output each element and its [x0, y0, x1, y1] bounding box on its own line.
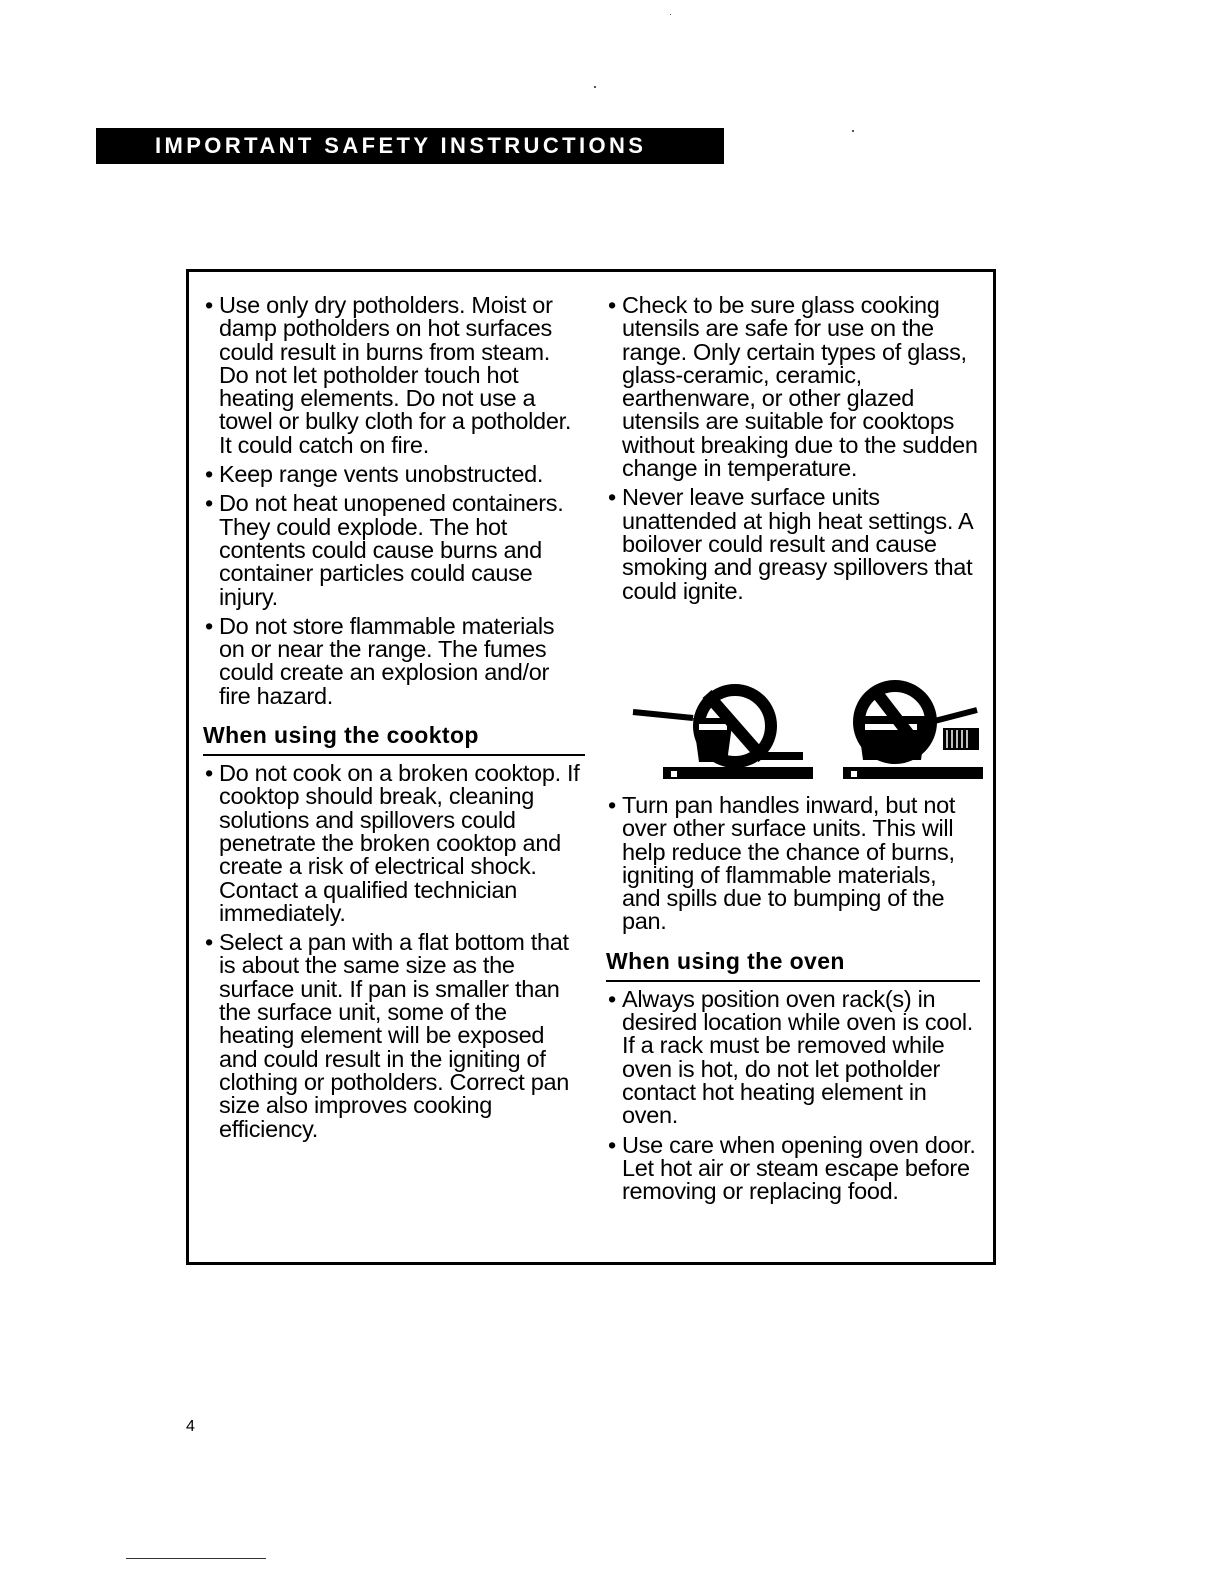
bullet-dry-potholders: • Use only dry potholders. Moist or damp potholders on hot surfaces could result in burns from steam. Do not let potholder touch hot heating elements. Do not use a towel or bulky cloth for a potholder. It could catch on fire. [205, 294, 585, 457]
cooktop-section-heading: When using the cooktop [203, 714, 585, 756]
right-column-lower [608, 794, 980, 1209]
scan-speck [594, 86, 596, 88]
bullet-unattended-units: • Never leave surface units unattended at high heat settings. A boilover could result and cause smoking and greasy spillovers that could ignite. [608, 486, 980, 602]
safety-instructions-box [186, 269, 996, 1265]
bullet-broken-cooktop: • Do not cook on a broken cooktop. If cooktop should break, cleaning solutions and spillovers could penetrate the broken cooktop and create a risk of electrical shock. Contact a qualified technician immediately. [205, 762, 585, 925]
oven-section-heading: When using the oven [606, 940, 980, 982]
bullet-oven-door: • Use care when opening oven door. Let hot air or steam escape before removing or replacing food. [608, 1134, 980, 1204]
bullet-range-vents: • Keep range vents unobstructed. [205, 463, 585, 486]
no-pan-handle-outward-icon [633, 690, 813, 779]
bullet-pan-handles: • Turn pan handles inward, but not over other surface units. This will help reduce the chance of burns, igniting of flammable materials, and spills due to bumping of the pan. [608, 794, 980, 934]
bullet-flammable-materials: • Do not store flammable materials on or near the range. The fumes could create an explosion and/or fire hazard. [205, 615, 585, 708]
bullet-oven-racks: • Always position oven rack(s) in desired location while oven is cool. If a rack must be removed while oven is hot, do not let potholder contact hot heating element in oven. [608, 988, 980, 1128]
scan-speck [670, 14, 671, 15]
bullet-unopened-containers: • Do not heat unopened containers. They could explode. The hot contents could cause burns and container particles could cause injury. [205, 492, 585, 608]
pan-handle-illustration [623, 672, 983, 792]
footer-rule [126, 1558, 266, 1559]
right-column [608, 294, 980, 1254]
page-banner: IMPORTANT SAFETY INSTRUCTIONS [96, 128, 724, 164]
no-pan-handle-over-burner-icon [843, 686, 983, 779]
bullet-glass-utensils: • Check to be sure glass cooking utensils are safe for use on the range. Only certain types of glass, glass-ceramic, ceramic, earthenware, or other glazed utensils are suitable for cooktops without breaking due to the sudden change in temperature. [608, 294, 980, 480]
left-column [205, 294, 585, 1147]
scan-speck [852, 130, 854, 132]
page-number: 4 [186, 1418, 195, 1435]
bullet-flat-bottom-pan: • Select a pan with a flat bottom that is about the same size as the surface unit. If pan is smaller than the surface unit, some of the heating element will be exposed and could result in the igniting of clothing or potholders. Correct pan size also improves cooking efficiency. [205, 931, 585, 1141]
